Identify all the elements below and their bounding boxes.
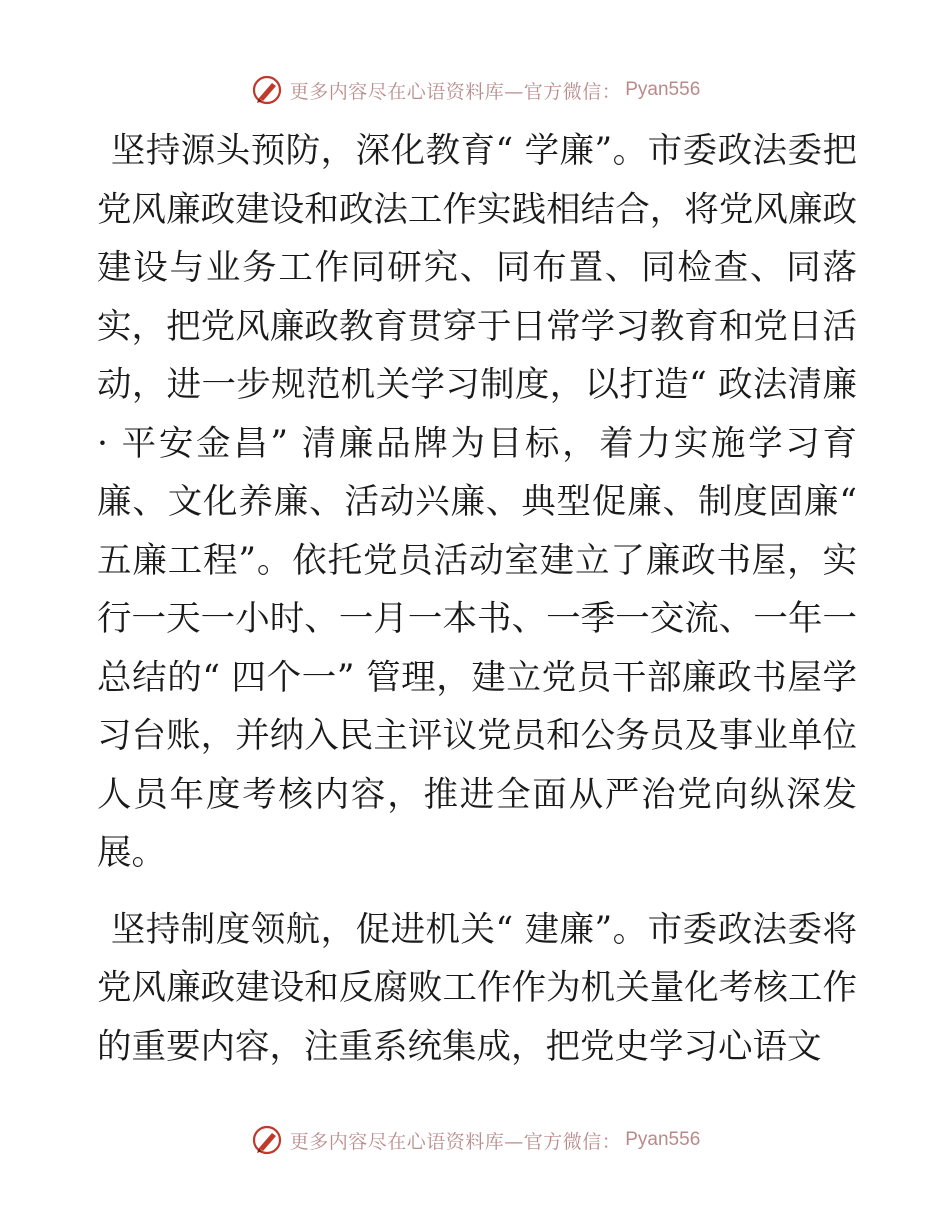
watermark-wechat-id: Pyan556 bbox=[625, 1129, 701, 1150]
pen-logo-icon bbox=[250, 1123, 284, 1157]
document-body bbox=[97, 122, 857, 1076]
watermark-wechat-id: Pyan556 bbox=[625, 79, 701, 100]
watermark-text: 更多内容尽在心语资料库—官方微信： bbox=[289, 1130, 622, 1153]
footer-watermark bbox=[0, 1120, 950, 1160]
watermark-text: 更多内容尽在心语资料库—官方微信： bbox=[289, 80, 622, 103]
paragraph-2: 坚持制度领航，促进机关“ 建廉”。市委政法委将党风廉政建设和反腐败工作作为机关量化考核工作的重要内容，注重系统集成，把党史学习心语文 bbox=[97, 909, 857, 1067]
paragraph-1: 坚持源头预防，深化教育“ 学廉”。市委政法委把党风廉政建设和政法工作实践相结合，将党风廉政建设与业务工作同研究、同布置、同检查、同落实，把党风廉政教育贯穿于日常学习教育和党日活动，进一步规范机关学习制度，以打造“ 政法清廉· 平安金昌” 清廉品牌为目标，着力实施学习育廉、文化养廉、活动兴廉、典型促廉、制度固廉“ 五廉工程”。依托党员活动室建立了廉政书屋，实行一天一小时、一月一本书、一季一交流、一年一总结的“ 四个一” 管理，建立党员干部廉政书屋学习台账，并纳入民主评议党员和公务员及事业单位人员年度考核内容，推进全面从严治党向纵深发展。 bbox=[97, 131, 857, 873]
pen-logo-icon bbox=[250, 73, 284, 107]
header-watermark bbox=[0, 70, 950, 110]
